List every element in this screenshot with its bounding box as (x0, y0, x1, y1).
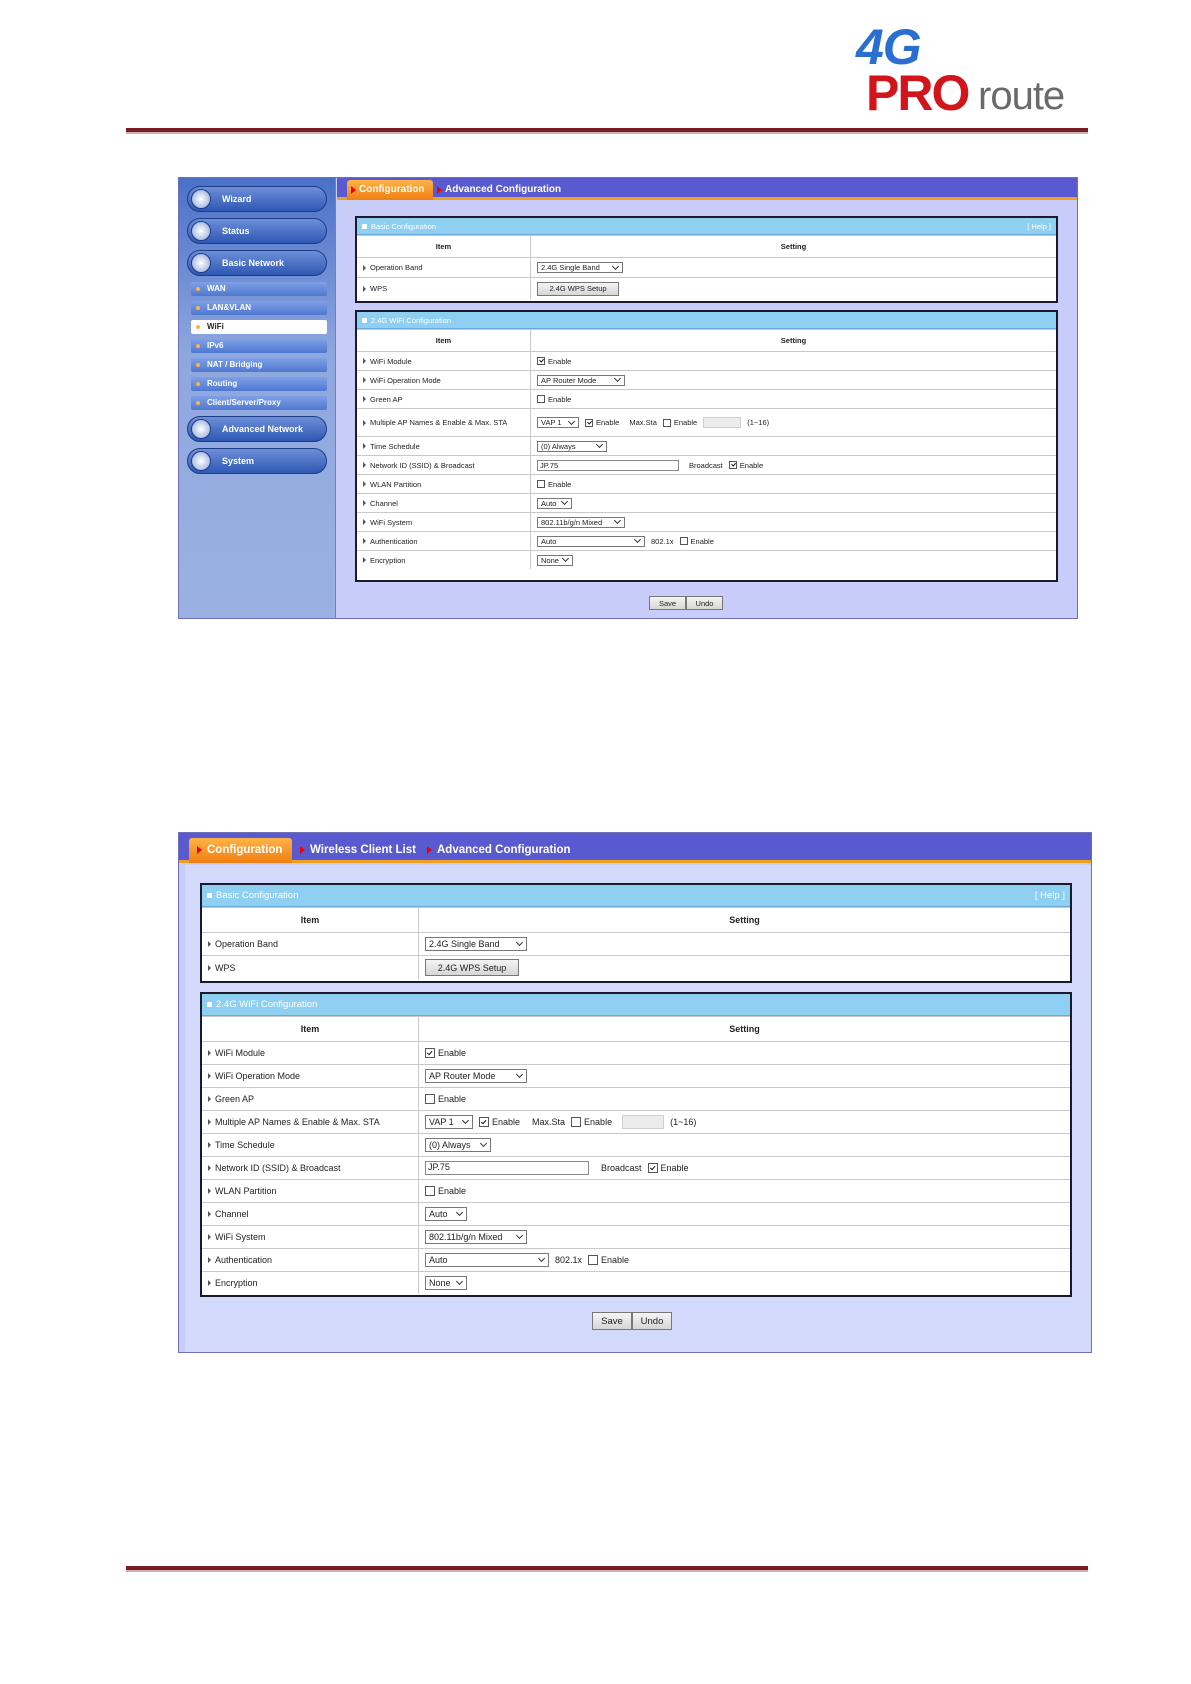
sidebar-item-wizard[interactable]: Wizard (187, 186, 327, 212)
sidebar-item-nat-bridging[interactable]: NAT / Bridging (191, 358, 327, 372)
green-ap-checkbox[interactable] (537, 395, 545, 403)
chevron-down-icon (612, 262, 619, 269)
chevron-down-icon (596, 441, 603, 448)
bullet-arrow-icon (208, 941, 211, 947)
table-header-row: Item Setting (357, 329, 1056, 351)
caret-icon (427, 846, 432, 854)
tab-configuration[interactable]: Configuration (347, 180, 433, 200)
tab-bar (179, 833, 1091, 863)
table-row-time-schedule: Time Schedule (0) Always (357, 436, 1056, 455)
vap-enable-checkbox[interactable] (585, 419, 593, 427)
sidebar-item-wan[interactable]: WAN (191, 282, 327, 296)
sidebar-item-wifi[interactable]: WiFi (191, 320, 327, 334)
collapse-icon[interactable] (362, 224, 367, 229)
channel-select[interactable]: Auto (537, 498, 572, 509)
time-schedule-select[interactable]: (0) Always (425, 1138, 491, 1152)
wifi-system-select[interactable]: 802.11b/g/n Mixed (425, 1230, 527, 1244)
tab-advanced-configuration[interactable]: Advanced Configuration (433, 180, 559, 200)
save-button[interactable]: Save (592, 1312, 632, 1330)
table-row-operation-band: Operation Band 2.4G Single Band (357, 257, 1056, 277)
wps-setup-button[interactable]: 2.4G WPS Setup (425, 959, 519, 976)
sidebar-item-lan-vlan[interactable]: LAN&VLAN (191, 301, 327, 315)
table-row-authentication: Authentication Auto 802.1x Enable (357, 531, 1056, 550)
sidebar-item-status[interactable]: Status (187, 218, 327, 244)
chevron-down-icon (516, 1071, 523, 1078)
bullet-arrow-icon (208, 1280, 211, 1286)
chevron-down-icon (480, 1140, 487, 1147)
bullet-arrow-icon (363, 443, 366, 449)
bullet-arrow-icon (363, 396, 366, 402)
bullet-arrow-icon (208, 1096, 211, 1102)
authentication-select[interactable]: Auto (425, 1253, 549, 1267)
help-link[interactable]: [ Help ] (1027, 222, 1051, 231)
tab-advanced-configuration[interactable]: Advanced Configuration (419, 838, 565, 863)
undo-button[interactable]: Undo (632, 1312, 672, 1330)
chevron-down-icon (614, 517, 621, 524)
chevron-down-icon (516, 1232, 523, 1239)
wizard-icon (191, 189, 211, 209)
table-row-green-ap: Green AP Enable (202, 1087, 1070, 1110)
table-row-time-schedule: Time Schedule (0) Always (202, 1133, 1070, 1156)
header-divider (126, 128, 1088, 134)
encryption-select[interactable]: None (537, 555, 573, 566)
bullet-arrow-icon (208, 1142, 211, 1148)
bullet-arrow-icon (208, 1257, 211, 1263)
bullet-arrow-icon (363, 481, 366, 487)
caret-icon (300, 846, 305, 854)
router-ui-screenshot-1 (178, 177, 1078, 619)
bullet-arrow-icon (208, 1073, 211, 1079)
table-row-channel: Channel Auto (202, 1202, 1070, 1225)
table-row-wifi-module: WiFi Module Enable (202, 1041, 1070, 1064)
chevron-down-icon (634, 536, 641, 543)
table-row-operation-mode: WiFi Operation Mode AP Router Mode (202, 1064, 1070, 1087)
bullet-arrow-icon (363, 557, 366, 563)
table-row-wlan-partition: WLAN Partition Enable (202, 1179, 1070, 1202)
bullet-arrow-icon (363, 420, 366, 426)
chevron-down-icon (516, 939, 523, 946)
vap-select[interactable]: VAP 1 (537, 417, 579, 428)
8021x-checkbox[interactable] (588, 1255, 598, 1265)
bullet-arrow-icon (363, 519, 366, 525)
table-row-wifi-system: WiFi System 802.11b/g/n Mixed (357, 512, 1056, 531)
green-ap-checkbox[interactable] (425, 1094, 435, 1104)
channel-select[interactable]: Auto (425, 1207, 467, 1221)
main-content (185, 865, 1091, 1352)
table-row-channel: Channel Auto (357, 493, 1056, 512)
bullet-arrow-icon (208, 965, 211, 971)
table-row-ssid: Network ID (SSID) & Broadcast JP.75 Broadcast Enable (357, 455, 1056, 474)
wifi-module-checkbox[interactable] (425, 1048, 435, 1058)
bullet-arrow-icon (363, 377, 366, 383)
chevron-down-icon (538, 1255, 545, 1262)
collapse-icon[interactable] (362, 318, 367, 323)
sidebar-menu (179, 178, 336, 618)
bullet-arrow-icon (208, 1234, 211, 1240)
table-row-wlan-partition: WLAN Partition Enable (357, 474, 1056, 493)
footer-divider (126, 1566, 1088, 1572)
table-row-encryption: Encryption None (202, 1271, 1070, 1294)
logo-4g-text: 4G (856, 19, 921, 75)
help-link[interactable]: [ Help ] (1034, 890, 1065, 901)
logo-route-text: route (978, 74, 1065, 118)
bullet-arrow-icon (208, 1050, 211, 1056)
max-sta-input[interactable] (703, 417, 741, 428)
bullet-arrow-icon (208, 1165, 211, 1171)
tab-wireless-client-list[interactable]: Wireless Client List (292, 838, 419, 863)
chevron-down-icon (462, 1117, 469, 1124)
caret-icon (351, 186, 356, 194)
bullet-arrow-icon (363, 286, 366, 292)
table-row-multiple-ap: Multiple AP Names & Enable & Max. STA VAP 1 Enable Max.Sta Enable (1~16) (357, 408, 1056, 436)
collapse-icon[interactable] (207, 893, 212, 898)
bullet-arrow-icon (363, 462, 366, 468)
tab-bar (337, 178, 1077, 200)
time-schedule-select[interactable]: (0) Always (537, 441, 607, 452)
table-row-wifi-system: WiFi System 802.11b/g/n Mixed (202, 1225, 1070, 1248)
authentication-select[interactable]: Auto (537, 536, 645, 547)
main-content (337, 200, 1077, 618)
router-ui-screenshot-2 (178, 832, 1092, 1353)
save-button[interactable]: Save (649, 596, 686, 610)
bullet-arrow-icon (208, 1119, 211, 1125)
chevron-down-icon (562, 555, 569, 562)
collapse-icon[interactable] (207, 1002, 212, 1007)
panel-header: 2.4G WiFi Configuration (202, 994, 1070, 1016)
broadcast-checkbox[interactable] (729, 461, 737, 469)
table-row-operation-band: Operation Band 2.4G Single Band (202, 932, 1070, 955)
sidebar-item-routing[interactable]: Routing (191, 377, 327, 391)
bullet-arrow-icon (363, 265, 366, 271)
table-row-green-ap: Green AP Enable (357, 389, 1056, 408)
wps-setup-button[interactable]: 2.4G WPS Setup (537, 282, 619, 296)
bullet-arrow-icon (208, 1188, 211, 1194)
table-row-wps: WPS 2.4G WPS Setup (202, 955, 1070, 979)
table-row-multiple-ap: Multiple AP Names & Enable & Max. STA VAP 1 Enable Max.Sta Enable (1~16) (202, 1110, 1070, 1133)
broadcast-checkbox[interactable] (648, 1163, 658, 1173)
max-sta-checkbox[interactable] (571, 1117, 581, 1127)
table-header-row: Item Setting (357, 235, 1056, 257)
8021x-checkbox[interactable] (680, 537, 688, 545)
operation-mode-select[interactable]: AP Router Mode (425, 1069, 527, 1083)
sidebar-item-ipv6[interactable]: IPv6 (191, 339, 327, 353)
table-row-authentication: Authentication Auto 802.1x Enable (202, 1248, 1070, 1271)
sidebar-item-system[interactable]: System (187, 448, 327, 474)
sidebar-item-basic-network[interactable]: Basic Network (187, 250, 327, 276)
chevron-down-icon (568, 417, 575, 424)
wlan-partition-checkbox[interactable] (425, 1186, 435, 1196)
chevron-down-icon (561, 498, 568, 505)
brand-logo (796, 19, 1086, 121)
sidebar-item-advanced-network[interactable]: Advanced Network (187, 416, 327, 442)
system-icon (191, 451, 211, 471)
encryption-select[interactable]: None (425, 1276, 467, 1290)
table-row-operation-mode: WiFi Operation Mode AP Router Mode (357, 370, 1056, 389)
basic-configuration-panel (200, 883, 1072, 983)
operation-band-select[interactable]: 2.4G Single Band (425, 937, 527, 951)
operation-mode-select[interactable]: AP Router Mode (537, 375, 625, 386)
wifi-module-checkbox[interactable] (537, 357, 545, 365)
table-row-wifi-module: WiFi Module Enable (357, 351, 1056, 370)
vap-enable-checkbox[interactable] (479, 1117, 489, 1127)
wlan-partition-checkbox[interactable] (537, 480, 545, 488)
logo-pro-text: PRO (866, 65, 969, 121)
bullet-arrow-icon (208, 1211, 211, 1217)
ssid-input[interactable]: JP.75 (425, 1161, 589, 1175)
wifi-configuration-panel (200, 992, 1072, 1297)
table-header-row: Item Setting (202, 907, 1070, 932)
basic-configuration-panel (355, 216, 1058, 303)
chevron-down-icon (614, 375, 621, 382)
advanced-network-icon (191, 419, 211, 439)
max-sta-input[interactable] (622, 1115, 664, 1129)
sidebar-item-client-server-proxy[interactable]: Client/Server/Proxy (191, 396, 327, 410)
wifi-configuration-panel (355, 310, 1058, 582)
bullet-arrow-icon (363, 538, 366, 544)
table-row-encryption: Encryption None (357, 550, 1056, 569)
caret-icon (197, 846, 202, 854)
basic-network-icon (191, 253, 211, 273)
panel-header: 2.4G WiFi Configuration (357, 312, 1056, 329)
max-sta-checkbox[interactable] (663, 419, 671, 427)
bullet-arrow-icon (363, 358, 366, 364)
table-row-ssid: Network ID (SSID) & Broadcast JP.75 Broadcast Enable (202, 1156, 1070, 1179)
undo-button[interactable]: Undo (686, 596, 723, 610)
vap-select[interactable]: VAP 1 (425, 1115, 473, 1129)
tab-configuration[interactable]: Configuration (189, 838, 292, 863)
table-row-wps: WPS 2.4G WPS Setup (357, 277, 1056, 299)
bullet-arrow-icon (363, 500, 366, 506)
ssid-input[interactable]: JP.75 (537, 460, 679, 471)
panel-header: Basic Configuration [ Help ] (357, 218, 1056, 235)
operation-band-select[interactable]: 2.4G Single Band (537, 262, 623, 273)
chevron-down-icon (456, 1278, 463, 1285)
wifi-system-select[interactable]: 802.11b/g/n Mixed (537, 517, 625, 528)
caret-icon (437, 186, 442, 194)
status-icon (191, 221, 211, 241)
panel-header: Basic Configuration [ Help ] (202, 885, 1070, 907)
table-header-row: Item Setting (202, 1016, 1070, 1041)
chevron-down-icon (456, 1209, 463, 1216)
